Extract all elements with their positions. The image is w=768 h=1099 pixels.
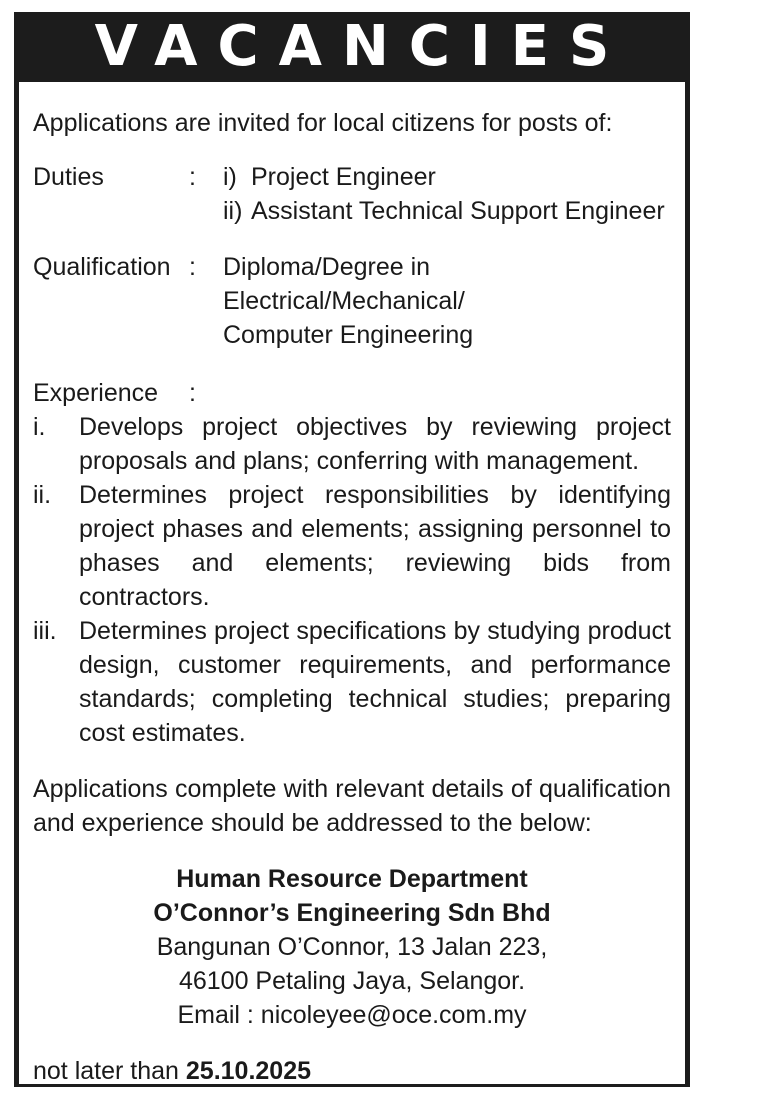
experience-text: Develops project objectives by reviewing project proposals and plans; conferring with management. [79, 413, 671, 475]
duty-text: Assistant Technical Support Engineer [251, 197, 665, 225]
duty-number: ii) [223, 197, 243, 225]
list-item [33, 478, 671, 614]
vacancy-advertisement [14, 12, 690, 1087]
duty-number: i) [223, 163, 237, 191]
experience-heading [33, 376, 671, 410]
experience-number: i. [33, 413, 46, 441]
experience-list [33, 410, 671, 750]
qualification-colon: : [189, 253, 196, 281]
experience-text: Determines project responsibilities by identifying project phases and elements; assigning personnel to phases and elements; reviewing bids from contractors. [79, 481, 671, 611]
email-line: Email : nicoleyee@oce.com.my [177, 1001, 527, 1029]
qualification-line: Diploma/Degree in Electrical/Mechanical/ [223, 253, 465, 315]
duties-label: Duties [33, 163, 104, 191]
duties-section [33, 160, 671, 228]
list-item [33, 614, 671, 750]
deadline-date: 25.10.2025 [185, 1057, 312, 1085]
contact-address [33, 862, 671, 1032]
header-banner [14, 12, 690, 82]
address-line: Bangunan O’Connor, 13 Jalan 223, [156, 933, 548, 961]
ad-body [19, 82, 685, 1084]
qualification-label: Qualification [33, 253, 171, 281]
experience-number: ii. [33, 481, 52, 509]
duties-list [223, 160, 671, 228]
experience-label: Experience [33, 379, 159, 407]
experience-number: iii. [33, 617, 57, 645]
page-title: VACANCIES [94, 14, 630, 79]
deadline-text [33, 1054, 671, 1088]
experience-colon: : [189, 379, 196, 407]
duties-colon: : [189, 163, 196, 191]
address-line: 46100 Petaling Jaya, Selangor. [178, 967, 526, 995]
duty-text: Project Engineer [251, 163, 436, 191]
qualification-line: Computer Engineering [223, 321, 474, 349]
company-name: O’Connor’s Engineering Sdn Bhd [153, 899, 551, 927]
closing-text: Applications complete with relevant details of qualification and experience should be addressed to the below: [33, 775, 671, 837]
intro-text: Applications are invited for local citizens for posts of: [33, 109, 613, 137]
deadline-prefix: not later than [33, 1057, 186, 1085]
duty-item [223, 160, 671, 194]
experience-text: Determines project specifications by studying product design, customer requirements, and performance standards; completing technical studies; preparing cost estimates. [79, 617, 671, 747]
duty-item [223, 194, 671, 228]
department-name: Human Resource Department [176, 865, 528, 893]
qualification-section [33, 250, 671, 352]
list-item [33, 410, 671, 478]
qualification-value [223, 250, 671, 352]
